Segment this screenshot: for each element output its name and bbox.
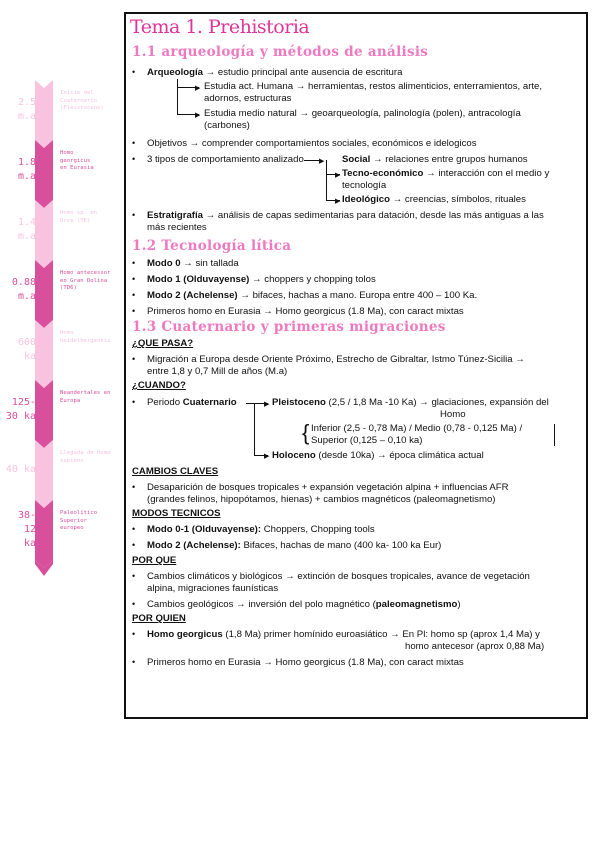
- timeline-event-line: Llegada de Homo: [60, 450, 111, 456]
- timeline-segment: [35, 440, 53, 508]
- objetivos-line: Objetivos → comprender comportamientos sociales, económicos e idelogicos: [147, 138, 477, 149]
- timeline-event-line: (Pleistoceno): [60, 105, 104, 111]
- section-heading-tecnologia: 1.2 Tecnología lítica: [132, 238, 292, 254]
- bracket-line: [254, 403, 255, 455]
- bullet: •: [132, 306, 136, 316]
- timeline-date: [2, 463, 36, 477]
- bullet: •: [132, 571, 136, 581]
- timeline-event-line: Neandertales en: [60, 390, 111, 396]
- por-que-line-1-cont: alpina, migraciones faunísticas: [147, 583, 279, 594]
- timeline-event: [60, 510, 124, 533]
- timeline-event: [60, 210, 124, 225]
- timeline-date: [2, 509, 36, 551]
- bullet: •: [132, 210, 136, 220]
- timeline-segment: [35, 500, 53, 568]
- por-quien-line-1: Homo georgicus (1,8 Ma) primer homínido euroasiático → En Pl: homo sp (aprox 1,4 Ma) y: [147, 629, 540, 640]
- timeline-date-line: 1.8: [17, 157, 36, 168]
- bullet: •: [132, 154, 136, 164]
- primeros-homo-line: Primeros homo en Eurasia → Homo georgicus (1.8 Ma), con caract mixtas: [147, 306, 464, 317]
- timeline-event: [60, 450, 124, 465]
- bracket-line: [326, 160, 327, 200]
- timeline-date: [2, 96, 36, 124]
- bullet: •: [132, 354, 136, 364]
- timeline-event-line: en Gran Dolina: [60, 277, 108, 284]
- modo01-line: Modo 0-1 (Olduvayense): Choppers, Chopping tools: [147, 524, 375, 535]
- modo2-line: Modo 2 (Achelense) → bifaces, hachas a mano. Europa entre 400 – 100 Ka.: [147, 290, 478, 301]
- timeline-segment: [35, 200, 53, 268]
- por-quien-line-2: Primeros homo en Eurasia → Homo georgicus (1.8 Ma), con caract mixtas: [147, 657, 464, 668]
- por-quien-line-1-cont: homo antecesor (aprox 0,88 Ma): [405, 641, 545, 652]
- cambios-line-cont: (grandes felinos, hipopótamos, hienas) + cambios magnéticos (paleomagnetismo): [147, 494, 496, 505]
- brace-left: {: [302, 420, 310, 445]
- estratigrafia-line: Estratigrafía → análisis de capas sedimentarias para datación, desde las más antiguas a las: [147, 210, 544, 221]
- timeline-date-line: 0.88: [11, 277, 36, 288]
- bullet: •: [132, 274, 136, 284]
- bracket-line: [177, 79, 178, 115]
- timeline-event-line: Inicio del: [60, 90, 94, 96]
- arrow-head: ▶: [264, 453, 270, 460]
- timeline-date-line: 40 ka: [5, 464, 36, 475]
- timeline-segment: [35, 380, 53, 448]
- holoceno-line: Holoceno (desde 10ka) → época climática actual: [272, 450, 484, 461]
- estratigrafia-line-cont: más recientes: [147, 222, 207, 233]
- timeline-event-line: georgicus: [60, 157, 91, 164]
- timeline-date: [2, 216, 36, 244]
- cambios-line: Desaparición de bosques tropicales + expansión vegetación alpina + influencias AFR: [147, 482, 509, 493]
- timeline-event: [60, 330, 124, 345]
- bullet: •: [132, 599, 136, 609]
- subheading-cambios-claves: CAMBIOS CLAVES: [132, 466, 219, 477]
- subdivisiones-line: Inferior (2,5 - 0,78 Ma) / Medio (0,78 - 0,125 Ma) /: [311, 423, 523, 434]
- bullet: •: [132, 67, 136, 77]
- timeline-date-line: ka: [23, 351, 36, 362]
- pleistoceno-line: Pleistoceno (2,5 / 1,8 Ma -10 Ka) → glaciaciones, expansión del: [272, 397, 549, 408]
- timeline-date-line: 12: [23, 524, 36, 535]
- arqueologia-branch-2-cont: (carbones): [204, 120, 250, 131]
- bullet: •: [132, 482, 136, 492]
- subheading-que-pasa: ¿QUE PASA?: [132, 338, 194, 349]
- por-que-line-1: Cambios climáticos y biológicos → extinción de bosques tropicales, avance de vegetación: [147, 571, 530, 582]
- timeline-date-line: 2.5: [17, 97, 36, 108]
- timeline-date-line: ka: [23, 538, 36, 549]
- timeline-date-line: 600: [17, 337, 36, 348]
- timeline-date: [2, 156, 36, 184]
- timeline-date: [2, 336, 36, 364]
- migracion-line-cont: entre 1,8 y 0,7 Mill de años (M.a): [147, 366, 288, 377]
- bullet: •: [132, 629, 136, 639]
- arqueologia-branch-1: Estudia act. Humana → herramientas, restos alimenticios, enterramientos, arte,: [204, 81, 543, 92]
- timeline-segment: [35, 140, 53, 208]
- modo2-tec-line: Modo 2 (Achelense): Bifaces, hachas de mano (400 ka- 100 ka Eur): [147, 540, 442, 551]
- timeline-event-line: Homo: [60, 150, 74, 156]
- timeline-segment: [35, 260, 53, 328]
- timeline-date-line: 38-: [17, 510, 36, 521]
- timeline-event-line: heidelbergensis: [60, 337, 111, 344]
- arrow-head: ▶: [195, 85, 201, 92]
- timeline-event: [60, 90, 124, 113]
- timeline-segment: [35, 80, 53, 148]
- subdivisiones-line-cont: Superior (0,125 – 0,10 ka): [311, 435, 423, 446]
- timeline-date-line: 30 ka: [5, 411, 36, 422]
- arrow-head: ▶: [335, 172, 341, 179]
- modo1-line: Modo 1 (Olduvayense) → choppers y chopping tolos: [147, 274, 376, 285]
- bullet: •: [132, 138, 136, 148]
- tecno-line: Tecno-económico → interacción con el medio y: [342, 168, 550, 179]
- timeline-event-line: Orce (TE): [60, 217, 91, 224]
- bullet: •: [132, 258, 136, 268]
- timeline-event-line: Homo sp. en: [60, 210, 98, 216]
- timeline-date-line: m.a: [17, 111, 36, 122]
- timeline-event: [60, 390, 124, 405]
- timeline: [0, 0, 125, 848]
- subheading-cuando: ¿CUANDO?: [132, 380, 186, 391]
- bullet: •: [132, 657, 136, 667]
- timeline-event: [60, 150, 124, 173]
- pleistoceno-line-cont: Homo: [440, 409, 466, 420]
- timeline-event-line: en Eurasia: [60, 165, 94, 171]
- timeline-event-line: Cuaternario: [60, 97, 98, 104]
- social-line: Social → relaciones entre grupos humanos: [342, 154, 528, 165]
- bullet: •: [132, 524, 136, 534]
- migracion-line: Migración a Europa desde Oriente Próximo, Estrecho de Gibraltar, Istmo Túnez-Sicilia →: [147, 354, 525, 365]
- subheading-modos-tecnicos: MODOS TECNICOS: [132, 508, 221, 519]
- timeline-date-line: m.a: [17, 231, 36, 242]
- modo0-line: Modo 0 → sin tallada: [147, 258, 239, 269]
- arqueologia-branch-1-cont: adornos, estructuras: [204, 93, 292, 104]
- timeline-segment: [35, 320, 53, 388]
- comportamiento-intro: 3 tipos de comportamiento analizado: [147, 154, 304, 165]
- timeline-event-line: Superior: [60, 517, 87, 524]
- bullet: •: [132, 290, 136, 300]
- arrow-head: ▶: [195, 112, 201, 119]
- arrow-head: ▶: [319, 158, 325, 165]
- timeline-arrow: [0, 0, 125, 848]
- notes-page: [124, 12, 588, 719]
- timeline-event: [60, 270, 124, 293]
- timeline-event-line: Homo antecessor: [60, 270, 111, 276]
- tecno-line-cont: tecnología: [342, 180, 387, 191]
- bullet: •: [132, 397, 136, 407]
- arqueologia-line: Arqueología → estudio principal ante ausencia de escritura: [147, 67, 403, 78]
- timeline-event-line: Europa: [60, 397, 81, 404]
- brace-right: [554, 424, 555, 446]
- page-title: Tema 1. Prehistoria: [130, 16, 310, 38]
- subheading-por-que: POR QUE: [132, 555, 177, 566]
- timeline-date: [2, 396, 36, 424]
- timeline-event-line: sapiens: [60, 457, 84, 464]
- arqueologia-branch-2: Estudia medio natural → geoarqueología, palinología (polen), antracología: [204, 108, 521, 119]
- section-heading-cuaternario: 1.3 Cuaternario y primeras migraciones: [132, 319, 446, 335]
- ideologico-line: Ideológico → creencias, símbolos, rituales: [342, 194, 526, 205]
- periodo-line: Periodo Cuaternario: [147, 397, 237, 408]
- arrow-head: ▶: [264, 401, 270, 408]
- timeline-date-line: 125-: [11, 397, 36, 408]
- bullet: •: [132, 540, 136, 550]
- timeline-event-line: (TD6): [60, 285, 77, 291]
- subheading-por-quien: POR QUIEN: [132, 613, 186, 624]
- timeline-event-line: Homo: [60, 330, 74, 336]
- section-heading-arqueologia: 1.1 arqueología y métodos de análisis: [132, 44, 429, 60]
- timeline-date: [2, 276, 36, 304]
- timeline-event-line: europeo: [60, 525, 84, 531]
- timeline-date-line: m.a: [17, 171, 36, 182]
- timeline-event-line: Paleolítico: [60, 510, 98, 516]
- timeline-date-line: m.a: [17, 291, 36, 302]
- timeline-date-line: 1.4: [17, 217, 36, 228]
- por-que-line-2: Cambios geológicos → inversión del polo magnético (paleomagnetismo): [147, 599, 461, 610]
- arrow-head: ▶: [335, 198, 341, 205]
